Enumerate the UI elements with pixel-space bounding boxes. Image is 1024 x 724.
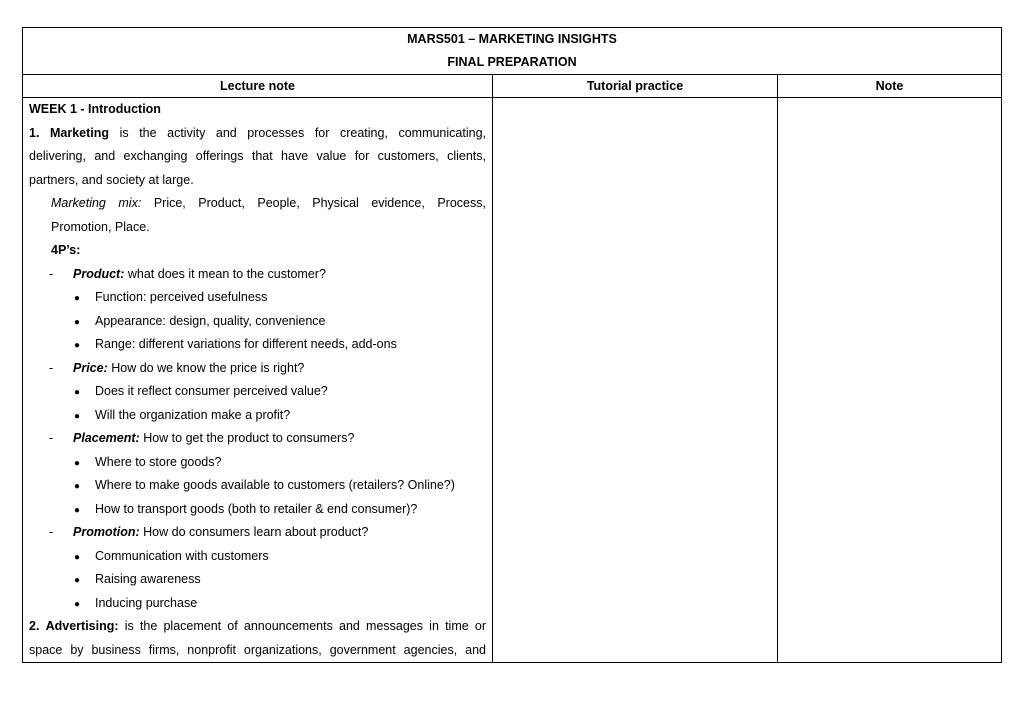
advertising-number: 2. xyxy=(29,619,40,633)
bullet-text: How to transport goods (both to retailer & end consumer)? xyxy=(95,501,418,516)
marketing-definition-line-1 xyxy=(23,122,492,146)
list-item xyxy=(23,545,492,569)
price-label: Price: xyxy=(73,360,108,375)
dash-marker: - xyxy=(49,525,54,539)
bullet-icon: ● xyxy=(74,293,81,304)
bullet-icon: ● xyxy=(74,340,81,351)
marketing-definition-line-3: partners, and society at large. xyxy=(29,172,194,187)
dash-marker: - xyxy=(49,360,54,375)
advertising-term: Advertising: xyxy=(45,619,119,633)
placement-question: How to get the product to consumers? xyxy=(143,431,355,445)
bullet-text: Function: perceived usefulness xyxy=(95,290,268,304)
column-header-tutorial: Tutorial practice xyxy=(493,75,778,98)
bullet-icon: ● xyxy=(74,457,81,469)
marketing-definition-line-2: delivering, and exchanging offerings that have value for customers, clients, xyxy=(29,149,486,163)
bullet-text: Does it reflect consumer perceived value? xyxy=(95,384,328,398)
lecture-note-cell xyxy=(23,98,493,663)
advertising-definition-line-1 xyxy=(23,615,492,639)
list-item xyxy=(23,380,492,404)
placement-label: Placement: xyxy=(73,431,140,445)
list-item xyxy=(23,404,492,428)
document-subtitle: FINAL PREPARATION xyxy=(447,55,577,69)
list-item xyxy=(23,568,492,592)
tutorial-practice-cell xyxy=(493,98,778,663)
list-item xyxy=(23,310,492,334)
bullet-icon: ● xyxy=(74,316,81,328)
four-ps-heading: 4P’s: xyxy=(51,243,81,257)
note-cell xyxy=(778,98,1002,663)
promotion-item xyxy=(23,521,492,545)
marketing-mix-text: Price, Product, People, Physical evidence, Process, xyxy=(153,196,486,210)
list-item xyxy=(23,592,492,616)
bullet-icon: ● xyxy=(74,504,81,516)
document-title: MARS501 – MARKETING INSIGHTS xyxy=(407,32,617,46)
list-item xyxy=(23,286,492,310)
list-item xyxy=(23,474,492,498)
bullet-text: Where to store goods? xyxy=(95,454,222,469)
bullet-text: Communication with customers xyxy=(95,548,269,563)
bullet-icon: ● xyxy=(74,598,81,610)
bullet-icon: ● xyxy=(74,551,81,563)
list-item xyxy=(23,333,492,357)
product-question: what does it mean to the customer? xyxy=(127,266,326,281)
marketing-mix-line-1 xyxy=(23,192,492,216)
advertising-definition-text: is the placement of announcements and messages in time or xyxy=(124,619,486,633)
week-heading: WEEK 1 - Introduction xyxy=(29,102,161,116)
marketing-number: 1. xyxy=(29,125,40,140)
bullet-text: Raising awareness xyxy=(95,572,201,586)
dash-marker: - xyxy=(49,266,54,281)
bullet-icon: ● xyxy=(74,410,81,422)
promotion-label: Promotion: xyxy=(73,525,140,539)
document-header xyxy=(23,28,1002,75)
bullet-text: Appearance: design, quality, convenience xyxy=(95,313,326,328)
bullet-icon: ● xyxy=(74,387,81,398)
product-label: Product: xyxy=(73,266,125,281)
column-header-lecture: Lecture note xyxy=(23,75,493,98)
bullet-text: Range: different variations for different needs, add-ons xyxy=(95,337,397,351)
bullet-text: Where to make goods available to customers (retailers? Online?) xyxy=(95,478,455,492)
marketing-mix-label: Marketing mix: xyxy=(51,196,142,210)
bullet-text: Inducing purchase xyxy=(95,595,198,610)
list-item xyxy=(23,498,492,522)
price-question: How do we know the price is right? xyxy=(111,360,305,375)
promotion-question: How do consumers learn about product? xyxy=(143,525,369,539)
placement-item xyxy=(23,427,492,451)
notes-table xyxy=(22,27,1002,663)
marketing-term: Marketing xyxy=(50,125,110,140)
dash-marker: - xyxy=(49,431,54,445)
product-item xyxy=(23,263,492,287)
marketing-mix-line-2: Promotion, Place. xyxy=(51,219,150,234)
column-header-note: Note xyxy=(778,75,1002,98)
bullet-icon: ● xyxy=(74,575,81,586)
marketing-definition-text: is the activity and processes for creating, communicating, xyxy=(119,125,486,140)
price-item xyxy=(23,357,492,381)
bullet-icon: ● xyxy=(74,481,81,492)
advertising-definition-line-2: space by business firms, nonprofit organizations, government agencies, and xyxy=(29,642,486,657)
bullet-text: Will the organization make a profit? xyxy=(95,407,291,422)
list-item xyxy=(23,451,492,475)
